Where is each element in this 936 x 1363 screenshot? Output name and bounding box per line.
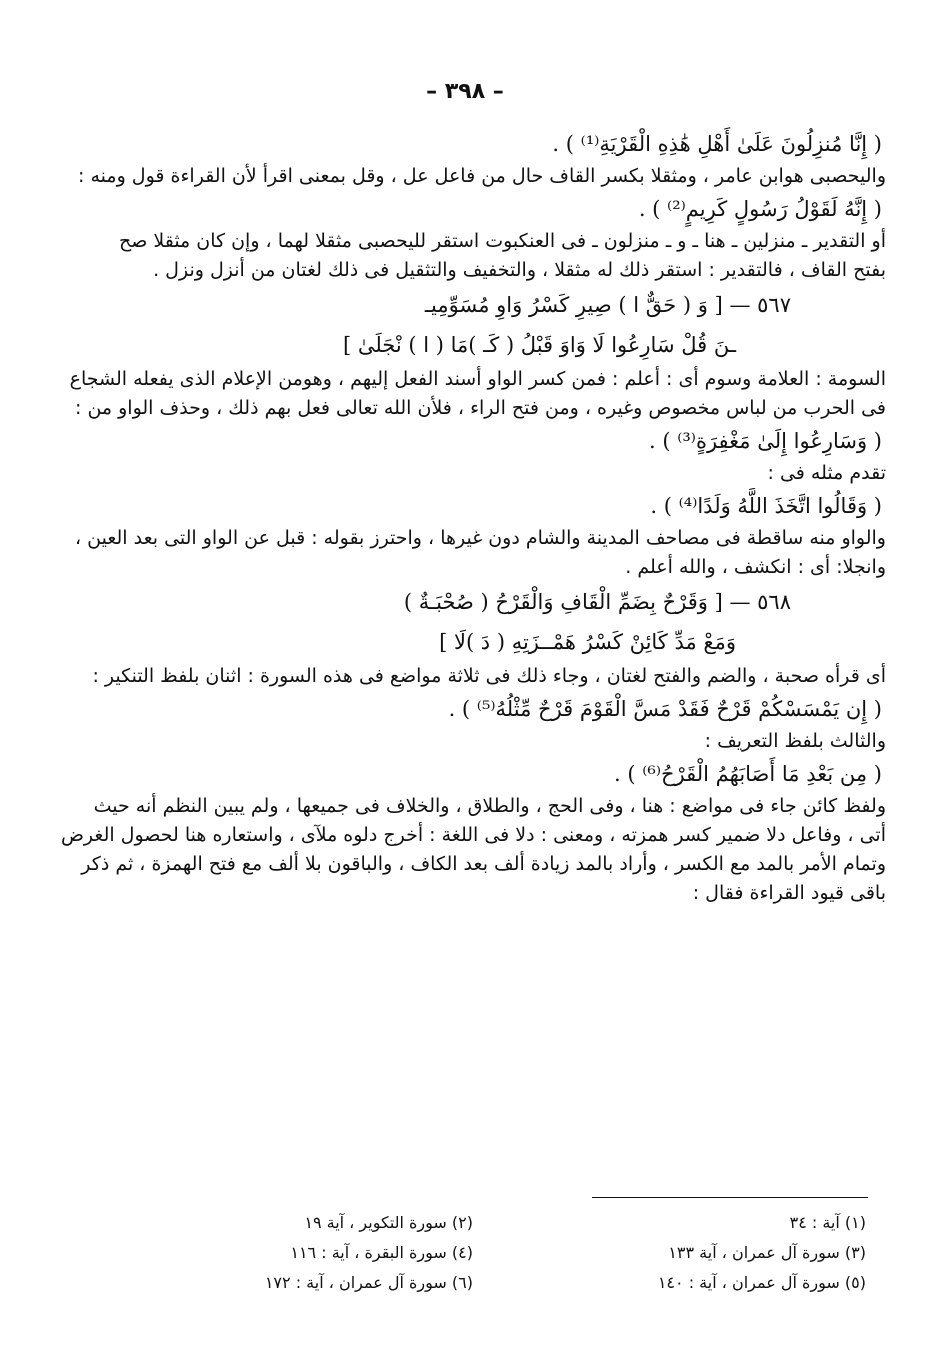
quran-quote: ( إِنَّا مُنزِلُونَ عَلَىٰ أَهْلِ هَٰذِهِ الْقَرْيَةِ⁽¹⁾ ) . [552,132,882,156]
prose-line: أتى ، وفاعل دلا ضمير كسر همزته ، ومعنى : دلا فى اللغة : أخرج دلوه ملآى ، واستعاره هنا لحصول الغرض [60,824,886,846]
quran-quote: ( وَقَالُوا اتَّخَذَ اللَّهُ وَلَدًا⁽⁴⁾ ) . [650,494,882,518]
prose-line: والثالث بلفظ التعريف : [704,730,886,752]
footnote: (١) آية : ٣٤ [789,1213,866,1232]
quran-quote: ( وَسَارِعُوا إِلَىٰ مَغْفِرَةٍ⁽³⁾ ) . [648,429,882,453]
prose-line: وتمام الأمر بالمد مع الكسر ، وأراد بالمد زيادة ألف بعد الكاف ، والباقون بلا ألف مع فتح الهمزة ، ثم ذكر [81,853,886,875]
footnotes [130,1210,866,1296]
prose-line: تقدم مثله فى : [767,462,886,484]
prose-line: أى قرأه صحبة ، والضم والفتح لغتان ، وجاء ذلك فى ثلاثة مواضع فى هذه السورة : اثنان بلفظ التنكير : [92,665,886,687]
prose-line: باقى قيود القراءة فقال : [692,882,886,904]
prose-line: فى الحرب من لباس مخصوص وغيره ، ومن فتح الراء ، فلأن الله تعالى فعل بهم ذلك ، وحذف الواو من : [75,397,886,419]
quran-quote: ( إِن يَمْسَسْكُمْ قَرْحٌ فَقَدْ مَسَّ الْقَوْمَ قَرْحٌ مِّثْلُهُ⁽⁵⁾ ) . [448,697,882,721]
prose-line: ولفظ كائن جاء فى مواضع : هنا ، وفى الحج ، والطلاق ، والخلاف فى جميعها ، ولم يبين النظم أنه حيث [93,795,886,817]
page-body [44,126,886,908]
poem-verse-second-hemistich: ـنَ قُلْ سَارِعُوا لَا وَاوَ قَبْلُ ( كَـ )مَا ( ا ) نْجَلَىٰ ] [342,333,736,357]
poem-verse-first-hemistich: ٥٦٨ — [ وَقَرْحٌ بِضَمِّ الْقَافِ وَالْقَرْحُ ( صُحْبَـةٌ ) [403,590,791,614]
footnote: (٣) سورة آل عمران ، آية ١٣٣ [668,1243,866,1262]
prose-line: واليحصبى هوابن عامر ، ومثقلا بكسر القاف حال من فاعل عل ، وقل بمعنى اقرأ لأن القراءة قول ومنه : [78,165,886,187]
footnote-divider [592,1197,868,1198]
footnote: (٤) سورة البقرة ، آية : ١١٦ [290,1243,473,1262]
footnote: (٢) سورة التكوير ، آية ١٩ [304,1213,473,1232]
page-number: – ٣٩٨ – [426,79,504,104]
prose-line: بفتح القاف ، فالتقدير : استقر ذلك له مثقلا ، والتخفيف والتثقيل فى ذلك لغتان من أنزل ونزل . [153,259,886,281]
prose-line: وانجلا: أى : انكشف ، والله أعلم . [625,556,886,578]
quran-quote: ( مِن بَعْدِ مَا أَصَابَهُمُ الْقَرْحُ⁽⁶⁾ ) . [614,762,882,786]
poem-verse-first-hemistich: ٥٦٧ — [ وَ ( حَقٌّ ا ) صِيرِ كَسْرُ وَاوِ مُسَوِّمِيـ [424,293,791,317]
poem-verse-second-hemistich: وَمَعْ مَدِّ كَائِنْ كَسْرُ هَمْــزَتِهِ ( دَ )لَا ] [439,630,736,654]
footnote: (٦) سورة آل عمران ، آية : ١٧٢ [264,1273,473,1292]
footnote: (٥) سورة آل عمران ، آية : ١٤٠ [657,1273,866,1292]
prose-line: والواو منه ساقطة فى مصاحف المدينة والشام دون غيرها ، واحترز بقوله : قبل عن الواو التى بعد العين ، [74,527,886,549]
prose-line: السومة : العلامة وسوم أى : أعلم : فمن كسر الواو أسند الفعل إليهم ، وهومن الإعلام الذى يفعله الشجاع [69,368,886,390]
quran-quote: ( إِنَّهُ لَقَوْلُ رَسُولٍ كَرِيمٍ⁽²⁾ ) . [638,197,882,221]
prose-line: أو التقدير ـ منزلين ـ هنا ـ و ـ منزلون ـ فى العنكبوت استقر لليحصبى مثقلا لهما ، وإن كان مثقلا صح [118,230,886,252]
